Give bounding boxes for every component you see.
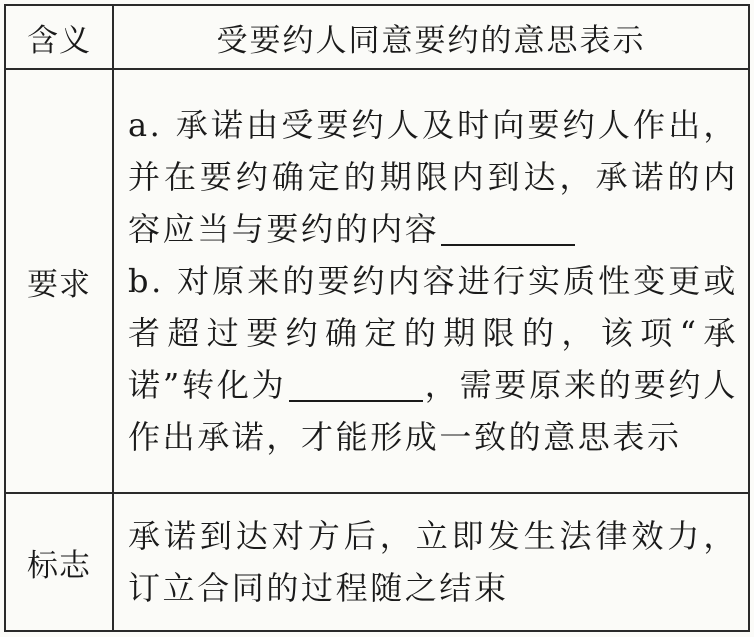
table-row-meaning — [5, 5, 749, 69]
table-row-requirement — [5, 69, 749, 493]
requirement-content — [113, 69, 749, 493]
requirement-item-b-text: b. 对原来的要约内容进行实质性变更或者超过要约确定的期限的，该项“承诺”转化为 — [128, 262, 738, 404]
requirement-item-a — [128, 99, 738, 255]
table-row-sign — [5, 493, 749, 631]
meaning-label: 含义 — [5, 5, 113, 69]
requirement-label: 要求 — [5, 69, 113, 493]
fill-blank-b — [289, 366, 423, 402]
concept-table — [4, 4, 750, 632]
requirement-item-b — [128, 255, 738, 463]
fill-blank-a — [441, 210, 575, 246]
sign-label: 标志 — [5, 493, 113, 631]
sign-text: 承诺到达对方后，立即发生法律效力，订立合同的过程随之结束 — [128, 517, 738, 607]
requirement-item-a-text: a. 承诺由受要约人及时向要约人作出，并在要约确定的期限内到达，承诺的内容应当与要约的内容 — [128, 106, 738, 248]
requirement-item-b-tail: ，需要原来的要约人作出承诺，才能形成一致的意思表示 — [128, 366, 738, 456]
meaning-content: 受要约人同意要约的意思表示 — [113, 5, 749, 69]
sign-content — [113, 493, 749, 631]
